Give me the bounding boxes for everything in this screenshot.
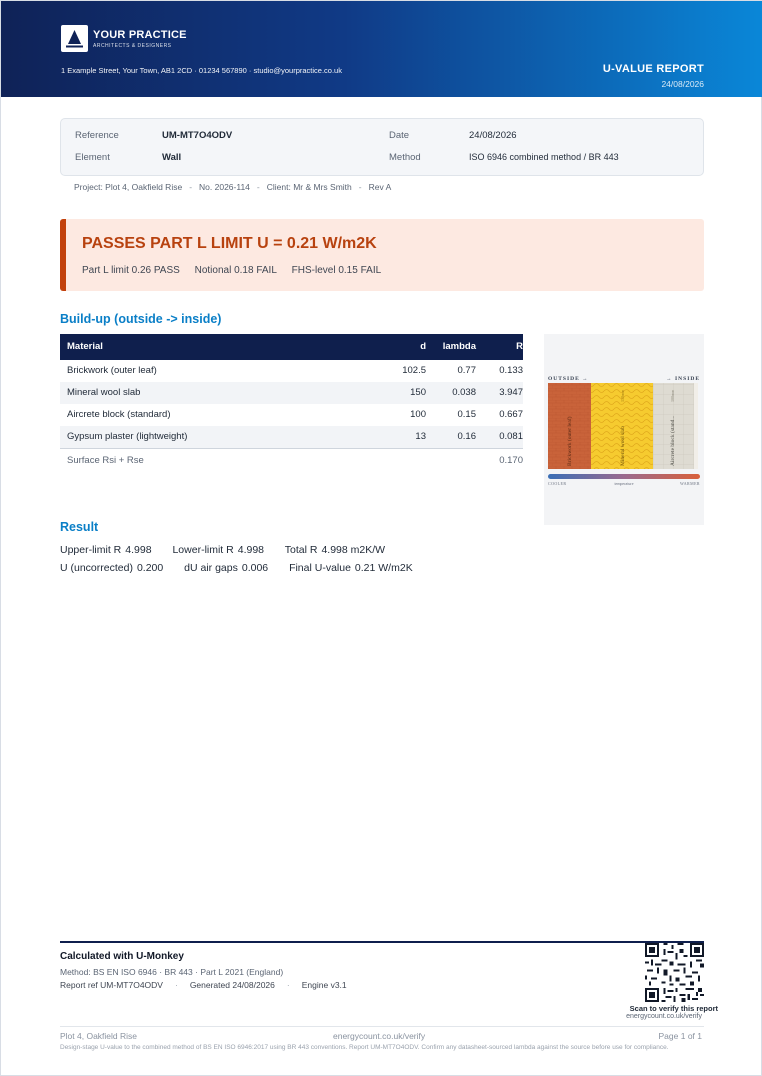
project-line [74, 182, 391, 192]
project-name: Project: Plot 4, Oakfield Rise [74, 182, 183, 192]
layer-label-block: Aircrete block (stand... [670, 415, 676, 466]
separator-dot: · [286, 980, 290, 990]
qr-code-icon[interactable] [645, 943, 704, 1002]
compliance-checks [82, 265, 393, 276]
surface-row [60, 448, 523, 472]
row-r: 0.081 [499, 431, 523, 442]
final-u-label: Final U-value [289, 562, 351, 574]
generated-date: Generated 24/08/2026 [189, 980, 275, 990]
compliance-title: PASSES PART L LIMIT U = 0.21 W/m2K [82, 235, 377, 252]
footer-verify-link[interactable]: energycount.co.uk/verify [333, 1031, 426, 1041]
report-date: 24/08/2026 [661, 79, 704, 89]
buildup-table [60, 334, 523, 472]
surface-r: 0.170 [499, 455, 523, 466]
row-lambda: 0.16 [457, 431, 476, 442]
layer-label-insulation: Mineral wool slab [620, 425, 626, 466]
row-d: 13 [415, 431, 426, 442]
final-u-value: 0.21 W/m2K [354, 562, 413, 574]
upper-limit-value: 4.998 [125, 544, 152, 556]
row-material: Mineral wool slab [67, 387, 141, 398]
project-number: No. 2026-114 [199, 182, 250, 192]
table-row [60, 426, 523, 448]
row-d: 150 [410, 387, 426, 398]
layer-size-insulation: 150mm [620, 389, 625, 402]
temperature-label: temperature [614, 481, 634, 486]
method-value: ISO 6946 combined method / BR 443 [469, 152, 619, 162]
calc-reference [60, 980, 347, 990]
buildup-heading: Build-up (outside -> inside) [60, 312, 222, 326]
separator-dot: · [174, 980, 178, 990]
table-row [60, 382, 523, 404]
row-r: 0.667 [499, 409, 523, 420]
practice-address: 1 Example Street, Your Town, AB1 2CD · 01234 567890 · studio@yourpractice.co.uk [61, 66, 342, 75]
method-label: Method [389, 152, 421, 163]
u-uncorrected-value: 0.200 [136, 562, 164, 574]
column-d: d [420, 341, 426, 352]
du-air-gaps-label: dU air gaps [184, 562, 238, 574]
separator: - [358, 182, 362, 192]
sail-logo-icon [61, 25, 88, 52]
page-number: Page 1 of 1 [658, 1031, 702, 1041]
result-heading: Result [60, 520, 99, 534]
notional-check: Notional 0.18 FAIL [194, 265, 277, 276]
u-uncorrected-label: U (uncorrected) [60, 562, 133, 574]
warmer-label: WARMER [680, 481, 700, 486]
row-d: 100 [410, 409, 426, 420]
plaster-layer [694, 383, 698, 469]
row-lambda: 0.038 [452, 387, 476, 398]
table-header [60, 334, 523, 360]
element-value: Wall [162, 152, 182, 163]
date-value: 24/08/2026 [469, 130, 517, 141]
table-row [60, 404, 523, 426]
lower-limit-value: 4.998 [237, 544, 265, 556]
element-label: Element [75, 152, 110, 163]
column-r: R [516, 341, 523, 352]
row-r: 0.133 [499, 365, 523, 376]
part-l-check: Part L limit 0.26 PASS [82, 265, 180, 276]
row-material: Brickwork (outer leaf) [67, 365, 157, 376]
qr-caption: Scan to verify this report [629, 1004, 718, 1013]
calc-method: Method: BS EN ISO 6946 · BR 443 · Part L 2021 (England) [60, 967, 284, 977]
layer-label-brick: Brickwork (outer leaf) [567, 416, 573, 466]
footer-rule [60, 941, 704, 943]
row-r: 3.947 [499, 387, 523, 398]
row-lambda: 0.15 [457, 409, 476, 420]
row-material: Aircrete block (standard) [67, 409, 171, 420]
outside-label: OUTSIDE → [548, 376, 589, 382]
calculated-with: Calculated with U-Monkey [60, 951, 184, 962]
reference-label: Reference [75, 130, 119, 141]
result-line-2 [60, 562, 431, 574]
temperature-gradient-bar [548, 474, 700, 479]
reference-value: UM-MT7O4ODV [162, 130, 233, 141]
date-label: Date [389, 130, 410, 141]
row-d: 102.5 [402, 365, 426, 376]
inside-label: → INSIDE [666, 376, 700, 382]
report-meta-card [60, 118, 704, 176]
separator: - [189, 182, 193, 192]
surface-label: Surface Rsi + Rse [67, 455, 144, 466]
project-revision: Rev A [368, 182, 392, 192]
brand-subtitle: ARCHITECTS & DESIGNERS [93, 43, 172, 49]
table-row [60, 360, 523, 382]
row-material: Gypsum plaster (lightweight) [67, 431, 188, 442]
upper-limit-label: Upper-limit R [60, 544, 122, 556]
bottom-rule [60, 1026, 704, 1027]
result-line-1 [60, 544, 403, 556]
total-r-label: Total R [284, 544, 318, 556]
row-lambda: 0.77 [457, 365, 476, 376]
qr-url[interactable]: energycount.co.uk/verify [626, 1013, 702, 1020]
layer-size-block: 100mm [670, 389, 675, 402]
report-title: U-VALUE REPORT [602, 63, 704, 75]
brand-name: YOUR PRACTICE [93, 29, 187, 41]
wall-buildup-diagram [544, 334, 704, 525]
column-material: Material [67, 341, 103, 352]
project-client: Client: Mr & Mrs Smith [266, 182, 352, 192]
footer-project: Plot 4, Oakfield Rise [60, 1031, 138, 1041]
engine-version: Engine v3.1 [301, 980, 347, 990]
cooler-label: COOLER [548, 481, 567, 486]
fhs-check: FHS-level 0.15 FAIL [291, 265, 382, 276]
compliance-banner [60, 219, 704, 291]
du-air-gaps-value: 0.006 [241, 562, 269, 574]
report-header [1, 1, 762, 97]
lower-limit-label: Lower-limit R [172, 544, 234, 556]
separator: - [256, 182, 260, 192]
total-r-value: 4.998 m2K/W [321, 544, 386, 556]
report-ref: Report ref UM-MT7O4ODV [60, 980, 163, 990]
column-lambda: lambda [442, 341, 476, 352]
disclaimer: Design-stage U-value to the combined method of BS EN ISO 6946:2017 using BR 443 conventions. Report UM-MT7O4ODV. Confirm any datasheet-sourced lambda against the source before use for compliance. [60, 1044, 669, 1051]
